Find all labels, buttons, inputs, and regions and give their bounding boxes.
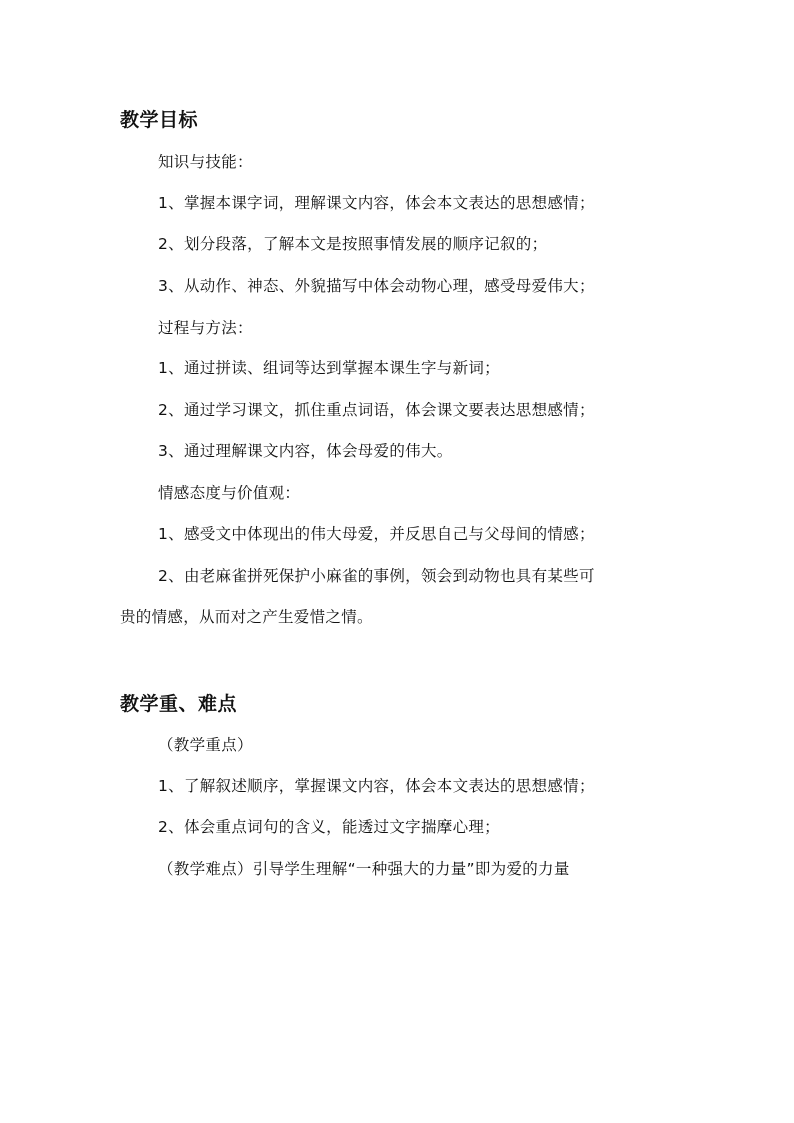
difficulty-point: （教学难点）引导学生理解“一种强大的力量”即为爱的力量	[158, 860, 570, 878]
knowledge-skills-label: 知识与技能：	[158, 153, 253, 171]
process-item-2: 2、通过学习课文，抓住重点词语，体会课文要表达思想感情；	[158, 401, 595, 419]
emotion-item-2: 2、由老麻雀拼死保护小麻雀的事例，领会到动物也具有某些可	[158, 567, 595, 585]
key-points-label: （教学重点）	[158, 736, 253, 754]
process-item-3: 3、通过理解课文内容，体会母爱的伟大。	[158, 442, 453, 460]
knowledge-item-1: 1、掌握本课字词，理解课文内容，体会本文表达的思想感情；	[158, 194, 595, 212]
emotion-item-2-continued: 贵的情感，从而对之产生爱惜之情。	[120, 608, 373, 626]
section-title-key-difficult-points: 教学重、难点	[120, 693, 238, 715]
emotion-values-label: 情感态度与价值观：	[158, 484, 301, 502]
key-item-1: 1、了解叙述顺序，掌握课文内容，体会本文表达的思想感情；	[158, 777, 595, 795]
key-item-2: 2、体会重点词句的含义，能透过文字揣摩心理；	[158, 818, 500, 836]
emotion-item-1: 1、感受文中体现出的伟大母爱，并反思自己与父母间的情感；	[158, 525, 595, 543]
process-item-1: 1、通过拼读、组词等达到掌握本课生字与新词；	[158, 359, 500, 377]
section-title-teaching-goals: 教学目标	[120, 109, 199, 131]
process-methods-label: 过程与方法：	[158, 319, 253, 337]
knowledge-item-2: 2、划分段落，了解本文是按照事情发展的顺序记叙的；	[158, 235, 548, 253]
knowledge-item-3: 3、从动作、神态、外貌描写中体会动物心理，感受母爱伟大；	[158, 277, 595, 295]
